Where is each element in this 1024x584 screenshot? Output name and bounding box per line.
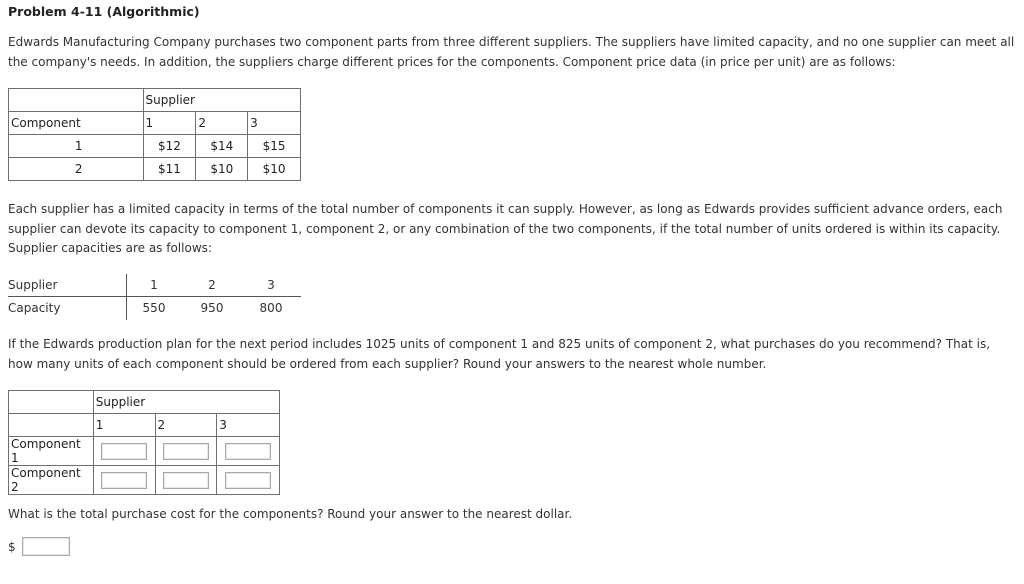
capacity-paragraph: Each supplier has a limited capacity in terms of the total number of components it can supply. However, as long as Edwards provides sufficient advance orders, each supplier can devote its capacity to component 1, component 2, or any combination of the two components, if the total number of units ordered is within its capacity. Supplier capacities are as follows: xyxy=(8,202,1003,255)
price-table-empty-corner xyxy=(9,89,144,112)
capacity-supplier-number: 3 xyxy=(267,278,275,292)
answer-table-empty-corner xyxy=(9,391,94,414)
capacity-supplier-number: 1 xyxy=(150,278,158,292)
answer-table-empty-cell xyxy=(9,414,94,437)
price-cell: $14 xyxy=(196,135,248,158)
answer-table xyxy=(8,390,280,495)
intro-paragraph: Edwards Manufacturing Company purchases two component parts from three different suppliers. The suppliers have limited capacity, and no one supplier can meet all the company's needs. In addition, the suppliers charge different prices for the components. Component price data (in price per unit) are as follows: xyxy=(8,35,1015,69)
component2-supplier1-input[interactable] xyxy=(101,472,147,489)
answer-supplier-number: 2 xyxy=(155,414,217,437)
capacity-table xyxy=(8,274,301,320)
question-paragraph: If the Edwards production plan for the next period includes 1025 units of component 1 and 825 units of component 2, what purchases do you recommend? That is, how many units of each component should be ordered from each supplier? Round your answers to the nearest whole number. xyxy=(8,337,991,371)
capacity-vertical-divider xyxy=(126,274,127,320)
answer-supplier-number: 3 xyxy=(217,414,280,437)
capacity-label: Capacity xyxy=(8,301,61,315)
price-supplier-number: 1 xyxy=(143,112,196,135)
total-cost-input[interactable] xyxy=(22,537,70,556)
price-cell: $15 xyxy=(248,135,301,158)
problem-title: Problem 4-11 (Algorithmic) xyxy=(8,4,200,19)
answer-row xyxy=(9,466,280,495)
component1-supplier2-input[interactable] xyxy=(163,443,209,460)
price-cell: $12 xyxy=(143,135,196,158)
price-component-header: Component xyxy=(9,112,144,135)
price-component-number: 2 xyxy=(9,158,144,181)
component2-supplier2-input[interactable] xyxy=(163,472,209,489)
answer-supplier-number: 1 xyxy=(93,414,155,437)
price-component-number: 1 xyxy=(9,135,144,158)
answer-row-label: Component 2 xyxy=(9,466,94,495)
total-cost-row xyxy=(8,537,70,556)
price-cell: $10 xyxy=(196,158,248,181)
price-row xyxy=(9,158,301,181)
answer-row xyxy=(9,437,280,466)
price-supplier-number: 2 xyxy=(196,112,248,135)
answer-supplier-header: Supplier xyxy=(93,391,279,414)
price-supplier-header: Supplier xyxy=(143,89,300,112)
price-table xyxy=(8,88,301,181)
currency-prefix: $ xyxy=(8,539,16,554)
answer-row-label: Component 1 xyxy=(9,437,94,466)
component2-supplier3-input[interactable] xyxy=(225,472,271,489)
component1-supplier3-input[interactable] xyxy=(225,443,271,460)
price-supplier-number: 3 xyxy=(248,112,301,135)
capacity-value: 800 xyxy=(259,301,283,315)
capacity-supplier-number: 2 xyxy=(208,278,216,292)
capacity-value: 950 xyxy=(200,301,224,315)
component1-supplier1-input[interactable] xyxy=(101,443,147,460)
price-row xyxy=(9,135,301,158)
price-cell: $10 xyxy=(248,158,301,181)
capacity-value: 550 xyxy=(142,301,166,315)
price-cell: $11 xyxy=(143,158,196,181)
capacity-supplier-label: Supplier xyxy=(8,278,58,292)
capacity-horizontal-divider xyxy=(8,296,301,297)
total-question: What is the total purchase cost for the components? Round your answer to the nearest dollar. xyxy=(8,507,573,521)
